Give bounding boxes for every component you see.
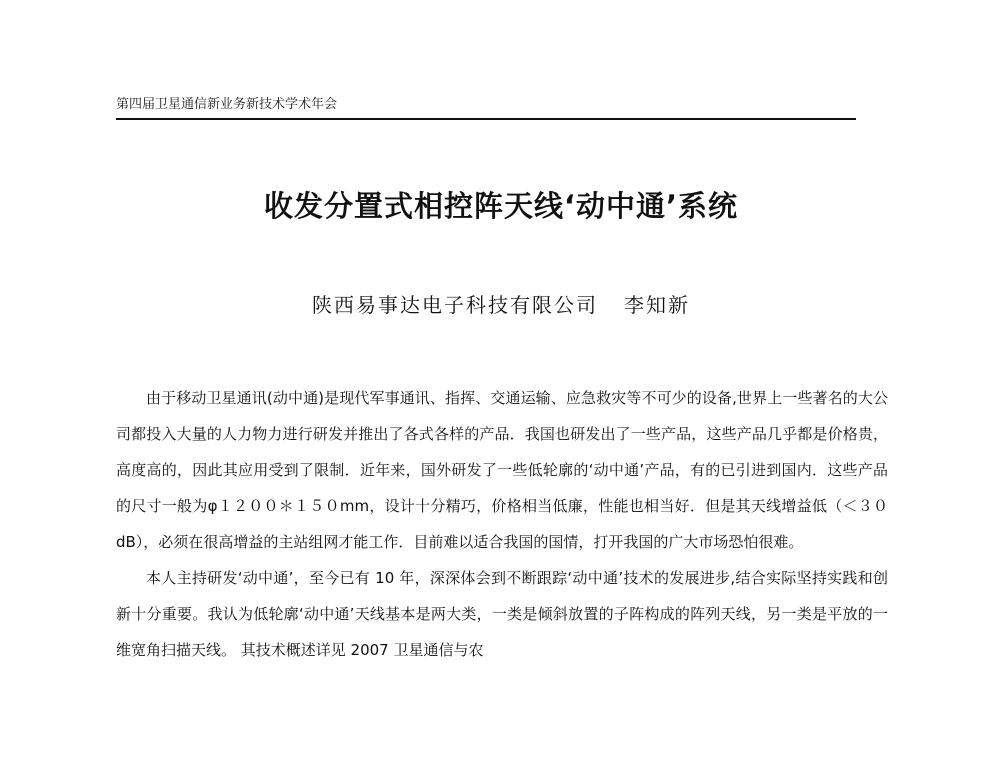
header-rule [116, 118, 856, 120]
author-name: 李知新 [624, 293, 690, 317]
paragraph: 由于移动卫星通讯(动中通)是现代军事通讯、指挥、交通运输、应急救灾等不可少的设备,世界上一些著名的大公司都投入大量的人力物力进行研发并推出了各式各样的产品．我国也研发出了一些产品，这些产品几乎都是价格贵，高度高的，因此其应用受到了限制．近年来，国外研发了一些低轮廓的‘动中通’产品，有的已引进到国内．这些产品的尺寸一般为φ１２００＊１５０mm，设计十分精巧，价格相当低廉，性能也相当好．但是其天线增益低（＜３０dB），必须在很高增益的主站组网才能工作．目前难以适合我国的国情，打开我国的广大市场恐怕很难。 [116, 389, 888, 551]
affiliation: 陕西易事达电子科技有限公司 [312, 293, 598, 317]
body-text [116, 380, 888, 668]
running-header: 第四届卫星通信新业务新技术学术年会 [116, 97, 338, 112]
paragraph: 本人主持研发‘动中通’，至今已有 10 年，深深体会到不断跟踪‘动中通’技术的发展进步,结合实际坚持实践和创新十分重要。我认为低轮廓‘动中通’天线基本是两大类，一类是倾斜放置的子阵构成的阵列天线，另一类是平放的一维宽角扫描天线。 其技术概述详见 2007 卫星通信与农 [116, 569, 888, 659]
byline [116, 290, 886, 320]
paper-title: 收发分置式相控阵天线‘动中通’系统 [263, 189, 739, 223]
